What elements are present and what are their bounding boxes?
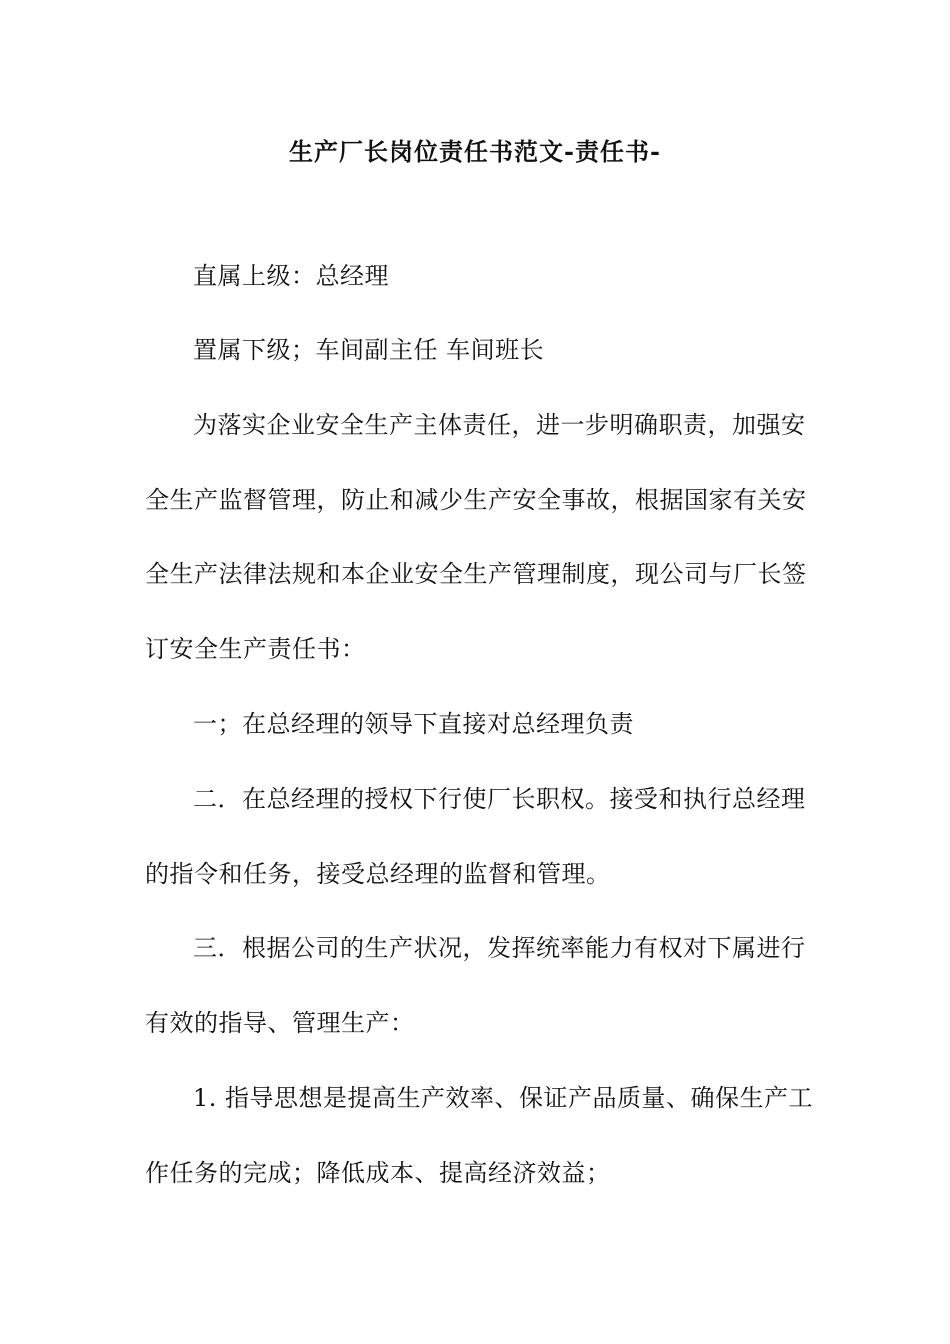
paragraph-intro-line-1: 为落实企业安全生产主体责任，进一步明确职责，加强安 — [193, 411, 806, 439]
paragraph-intro-line-2: 全生产监督管理，防止和减少生产安全事故，根据国家有关安 — [145, 486, 807, 514]
item-one-line-2: 作任务的完成；降低成本、提高经济效益； — [145, 1159, 611, 1187]
clause-two-line-2: 的指令和任务，接受总经理的监督和管理。 — [145, 860, 611, 888]
superior-line: 直属上级：总经理 — [193, 262, 389, 290]
paragraph-intro-line-4: 订安全生产责任书： — [145, 635, 366, 663]
clause-one-line: 一；在总经理的领导下直接对总经理负责 — [193, 710, 634, 738]
clause-three-line-2: 有效的指导、管理生产： — [145, 1009, 415, 1037]
clause-three-line-1: 三．根据公司的生产状况，发挥统率能力有权对下属进行 — [193, 934, 806, 962]
clause-two-line-1: 二．在总经理的授权下行使厂长职权。接受和执行总经理 — [193, 785, 806, 813]
subordinate-line: 置属下级；车间副主任 车间班长 — [193, 336, 545, 364]
document-title: 生产厂长岗位责任书范文-责任书- — [289, 137, 661, 166]
item-one-line-1: 1. 指导思想是提高生产效率、保证产品质量、确保生产工 — [193, 1084, 814, 1112]
paragraph-intro-line-3: 全生产法律法规和本企业安全生产管理制度，现公司与厂长签 — [145, 560, 807, 588]
